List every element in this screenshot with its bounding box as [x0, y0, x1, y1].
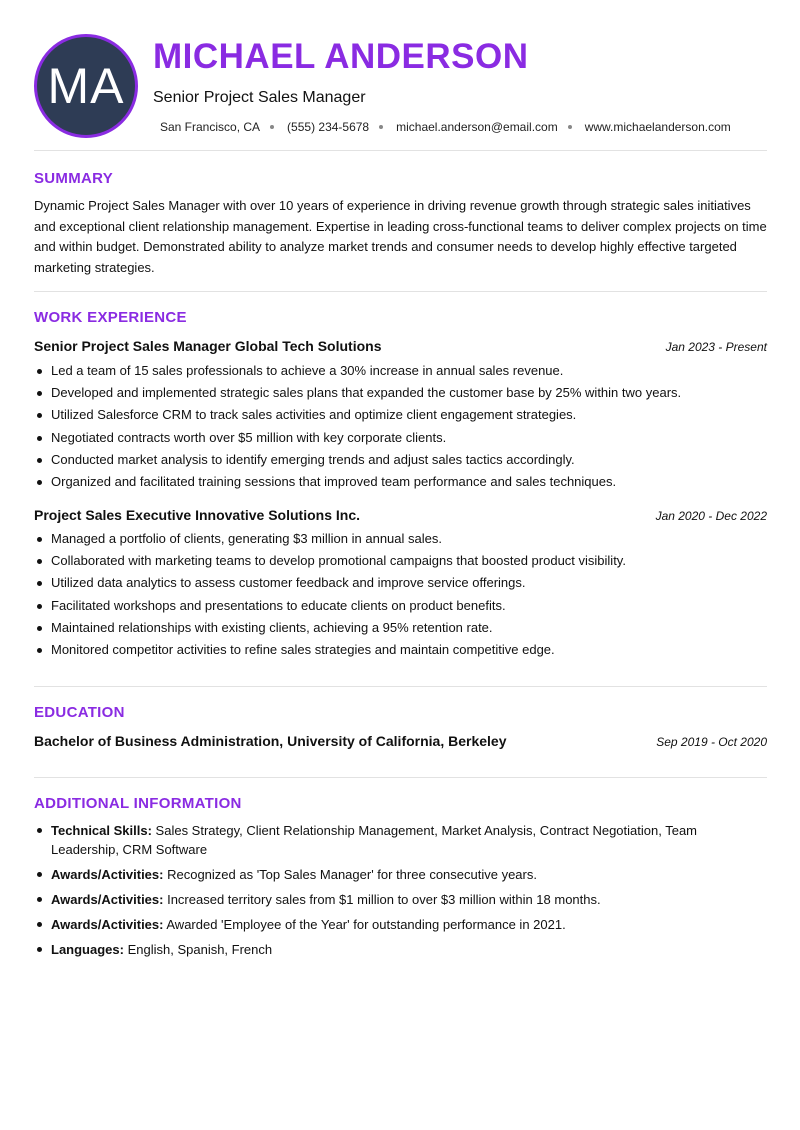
separator-dot-icon	[568, 125, 572, 129]
contact-location: San Francisco, CA	[160, 120, 261, 134]
candidate-title: Senior Project Sales Manager	[153, 89, 366, 106]
candidate-name: MICHAEL ANDERSON	[153, 37, 529, 76]
additional-info-heading: ADDITIONAL INFORMATION	[34, 795, 242, 812]
job-header	[34, 338, 767, 354]
contact-email[interactable]: michael.anderson@email.com	[396, 120, 558, 134]
list-item	[34, 865, 767, 884]
separator-dot-icon	[379, 125, 383, 129]
divider	[34, 150, 767, 151]
education-dates: Sep 2019 - Oct 2020	[656, 735, 767, 749]
job-bullets	[34, 360, 767, 493]
item-label: Awards/Activities:	[51, 917, 164, 932]
job-header	[34, 507, 767, 523]
list-item: Led a team of 15 sales professionals to achieve a 30% increase in annual sales revenue.	[34, 360, 767, 382]
list-item: Monitored competitor activities to refine sales strategies and maintain competitive edge.	[34, 639, 767, 661]
list-item: Negotiated contracts worth over $5 million with key corporate clients.	[34, 427, 767, 449]
contact-bar	[160, 120, 731, 134]
item-text: Sales Strategy, Client Relationship Management, Market Analysis, Contract Negotiation, Team Leadership, CRM Software	[51, 823, 698, 857]
list-item: Collaborated with marketing teams to develop promotional campaigns that boosted product visibility.	[34, 550, 767, 572]
education-heading: EDUCATION	[34, 704, 125, 721]
additional-info-list	[34, 821, 767, 965]
list-item: Organized and facilitated training sessions that improved team performance and sales techniques.	[34, 471, 767, 493]
list-item: Maintained relationships with existing clients, achieving a 95% retention rate.	[34, 617, 767, 639]
item-text: English, Spanish, French	[127, 942, 273, 957]
job-dates: Jan 2023 - Present	[665, 340, 767, 354]
contact-website[interactable]: www.michaelanderson.com	[584, 120, 731, 134]
work-experience-heading: WORK EXPERIENCE	[34, 309, 187, 326]
list-item: Utilized data analytics to assess customer feedback and improve service offerings.	[34, 572, 767, 594]
list-item	[34, 940, 767, 959]
job-title: Project Sales Executive Innovative Solutions Inc.	[34, 507, 360, 523]
job-bullets	[34, 528, 767, 661]
summary-text: Dynamic Project Sales Manager with over 10 years of experience in driving revenue growth through strategic sales initiatives and exceptional client relationship management. Expertise in leading cross-functional teams to deliver complex projects on time and within budget. Demonstrated ability to analyze market trends and consumer needs to develop highly effective targeted marketing strategies.	[34, 198, 767, 275]
item-text: Recognized as 'Top Sales Manager' for three consecutive years.	[167, 867, 537, 882]
avatar	[34, 34, 138, 138]
resume-header	[0, 0, 800, 150]
list-item: Developed and implemented strategic sales plans that expanded the customer base by 25% within two years.	[34, 382, 767, 404]
item-label: Awards/Activities:	[51, 867, 164, 882]
list-item	[34, 915, 767, 934]
item-label: Technical Skills:	[51, 823, 152, 838]
list-item: Facilitated workshops and presentations to educate clients on product benefits.	[34, 595, 767, 617]
job-title: Senior Project Sales Manager Global Tech Solutions	[34, 338, 382, 354]
list-item: Conducted market analysis to identify emerging trends and adjust sales tactics accordingly.	[34, 449, 767, 471]
divider	[34, 777, 767, 778]
item-label: Awards/Activities:	[51, 892, 164, 907]
summary-heading: SUMMARY	[34, 170, 114, 187]
education-degree: Bachelor of Business Administration, University of California, Berkeley	[34, 733, 507, 749]
education-entry	[34, 733, 767, 749]
divider	[34, 291, 767, 292]
contact-phone[interactable]: (555) 234-5678	[287, 120, 370, 134]
job-dates: Jan 2020 - Dec 2022	[655, 509, 767, 523]
item-text: Awarded 'Employee of the Year' for outstanding performance in 2021.	[166, 917, 566, 932]
item-label: Languages:	[51, 942, 124, 957]
list-item	[34, 890, 767, 909]
separator-dot-icon	[270, 125, 274, 129]
item-text: Increased territory sales from $1 million to over $3 million within 18 months.	[167, 892, 601, 907]
avatar-initials: MA	[47, 58, 125, 114]
divider	[34, 686, 767, 687]
list-item: Managed a portfolio of clients, generating $3 million in annual sales.	[34, 528, 767, 550]
list-item: Utilized Salesforce CRM to track sales activities and optimize client engagement strategies.	[34, 404, 767, 426]
list-item	[34, 821, 767, 859]
